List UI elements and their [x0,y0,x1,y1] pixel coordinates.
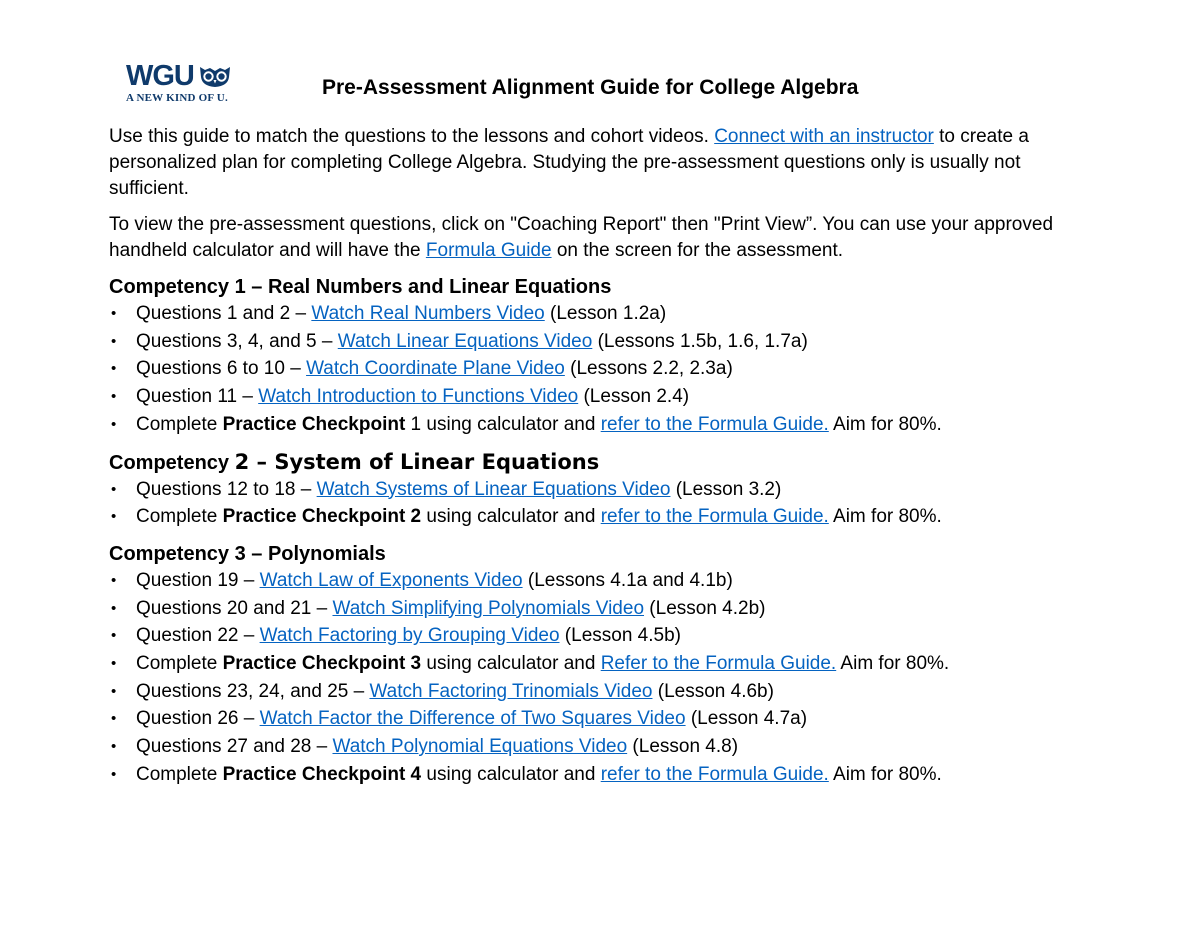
competency-3-list [109,567,1099,789]
checkpoint-label: Practice Checkpoint [222,413,406,435]
item-text: 1 using calculator and [405,413,601,435]
item-text: Questions 27 and 28 – [136,736,333,758]
bullet-icon: • [111,599,117,617]
logo-wordmark: WGU [126,60,194,92]
item-text: Complete [136,763,223,785]
competency-1-list [109,300,1099,439]
formula-guide-link[interactable]: Refer to the Formula Guide. [600,653,837,675]
bullet-icon: • [111,480,117,498]
checkpoint-label: Practice Checkpoint 4 [222,763,422,785]
checkpoint-label: Practice Checkpoint 2 [222,506,422,528]
intro-text: on the screen for the assessment. [551,240,844,261]
item-text: using calculator and [421,763,601,785]
item-text: Questions 6 to 10 – [136,358,307,380]
checkpoint-label: Practice Checkpoint 3 [222,653,422,675]
video-link[interactable]: Watch Factoring Trinomials Video [369,680,653,702]
formula-guide-link[interactable]: refer to the Formula Guide. [600,506,829,528]
owl-icon [197,63,233,89]
item-text: using calculator and [421,506,601,528]
wgu-logo [126,62,252,108]
list-item [109,476,1099,504]
lesson-ref: (Lesson 4.7a) [685,708,808,730]
bullet-icon: • [111,305,117,322]
list-item [109,705,1099,733]
bullet-icon: • [111,571,117,589]
video-link[interactable]: Watch Real Numbers Video [311,303,545,324]
list-item [109,328,1099,356]
item-text: Question 11 – [136,386,259,408]
video-link[interactable]: Watch Simplifying Polynomials Video [332,597,645,619]
page-title: Pre-Assessment Alignment Guide for College Algebra [322,76,859,99]
lesson-ref: (Lesson 4.2b) [644,597,766,619]
lesson-ref: (Lessons 2.2, 2.3a) [564,358,733,380]
lesson-ref: (Lesson 4.5b) [559,625,681,647]
lesson-ref: (Lesson 3.2) [670,478,782,500]
bullet-icon: • [111,332,117,350]
intro-text: To view the pre-assessment questions, click on "Coaching Report" then "Print View”. You can use your approved handheld calculator and will have the [109,214,1054,261]
list-item [109,503,1099,531]
heading-text: Competency 1 – Real Numbers and Linear Equations [109,276,612,298]
intro-text: to create a personalized plan for completing College Algebra. Studying the pre-assessment questions only is usually not sufficient. [109,126,1029,199]
item-text: Question 22 – [136,625,260,647]
item-text: Aim for 80%. [836,653,950,675]
bullet-icon: • [111,360,117,378]
video-link[interactable]: Watch Law of Exponents Video [259,569,523,591]
item-text: Question 19 – [136,569,260,591]
item-text: using calculator and [421,653,601,675]
item-text: Complete [136,653,223,675]
video-link[interactable]: Watch Factor the Difference of Two Squares Video [259,708,686,730]
intro-text: Use this guide to match the questions to the lessons and cohort videos. [109,126,715,147]
heading-text: Competency 3 – Polynomials [109,542,386,565]
list-item [109,622,1099,650]
competency-1-heading [109,274,1099,300]
lesson-ref: (Lesson 1.2a) [544,303,667,324]
video-link[interactable]: Watch Linear Equations Video [337,330,593,352]
list-item [109,567,1099,595]
intro-paragraph-1 [109,124,1099,202]
list-item [109,411,1099,439]
lesson-ref: (Lesson 4.8) [627,736,739,758]
item-text: Questions 20 and 21 – [136,597,333,619]
lesson-ref: (Lesson 4.6b) [652,680,774,702]
formula-guide-link[interactable]: refer to the Formula Guide. [600,413,829,435]
video-link[interactable]: Watch Polynomial Equations Video [332,736,628,758]
list-item [109,733,1099,761]
list-item [109,650,1099,678]
bullet-icon: • [111,655,117,673]
competency-2-list [109,476,1099,531]
bullet-icon: • [111,415,117,433]
bullet-icon: • [111,765,117,783]
formula-guide-link[interactable]: Formula Guide [425,240,552,261]
bullet-icon: • [111,627,117,645]
item-text: Question 26 – [136,708,260,730]
item-text: Questions 12 to 18 – [136,478,317,500]
video-link[interactable]: Watch Systems of Linear Equations Video [316,478,671,500]
lesson-ref: (Lessons 4.1a and 4.1b) [522,569,733,591]
item-text: Aim for 80%. [828,763,942,785]
lesson-ref: (Lesson 2.4) [578,386,690,408]
heading-text: 2 – System of Linear Equations [234,449,600,474]
item-text: Questions 1 and 2 – [136,303,312,324]
item-text: Aim for 80%. [828,413,942,435]
bullet-icon: • [111,682,117,700]
list-item [109,678,1099,706]
video-link[interactable]: Watch Factoring by Grouping Video [259,625,560,647]
formula-guide-link[interactable]: refer to the Formula Guide. [600,763,829,785]
connect-instructor-link[interactable]: Connect with an instructor [714,126,934,147]
bullet-icon: • [111,738,117,756]
heading-text: Competency [109,451,235,474]
list-item [109,595,1099,623]
lesson-ref: (Lessons 1.5b, 1.6, 1.7a) [592,330,808,352]
item-text: Complete [136,413,223,435]
video-link[interactable]: Watch Introduction to Functions Video [258,386,579,408]
competency-2-heading [109,449,1099,476]
list-item [109,355,1099,383]
bullet-icon: • [111,710,117,728]
video-link[interactable]: Watch Coordinate Plane Video [306,358,565,380]
item-text: Aim for 80%. [828,506,942,528]
item-text: Questions 23, 24, and 25 – [136,680,370,702]
item-text: Questions 3, 4, and 5 – [136,330,338,352]
list-item [109,300,1099,328]
competency-3-heading [109,541,1099,567]
list-item [109,383,1099,411]
bullet-icon: • [111,388,117,406]
logo-tagline: A NEW KIND OF U. [126,92,228,104]
bullet-icon: • [111,508,117,526]
item-text: Complete [136,506,223,528]
document-body [109,124,1099,799]
list-item [109,761,1099,789]
intro-paragraph-2 [109,212,1099,264]
